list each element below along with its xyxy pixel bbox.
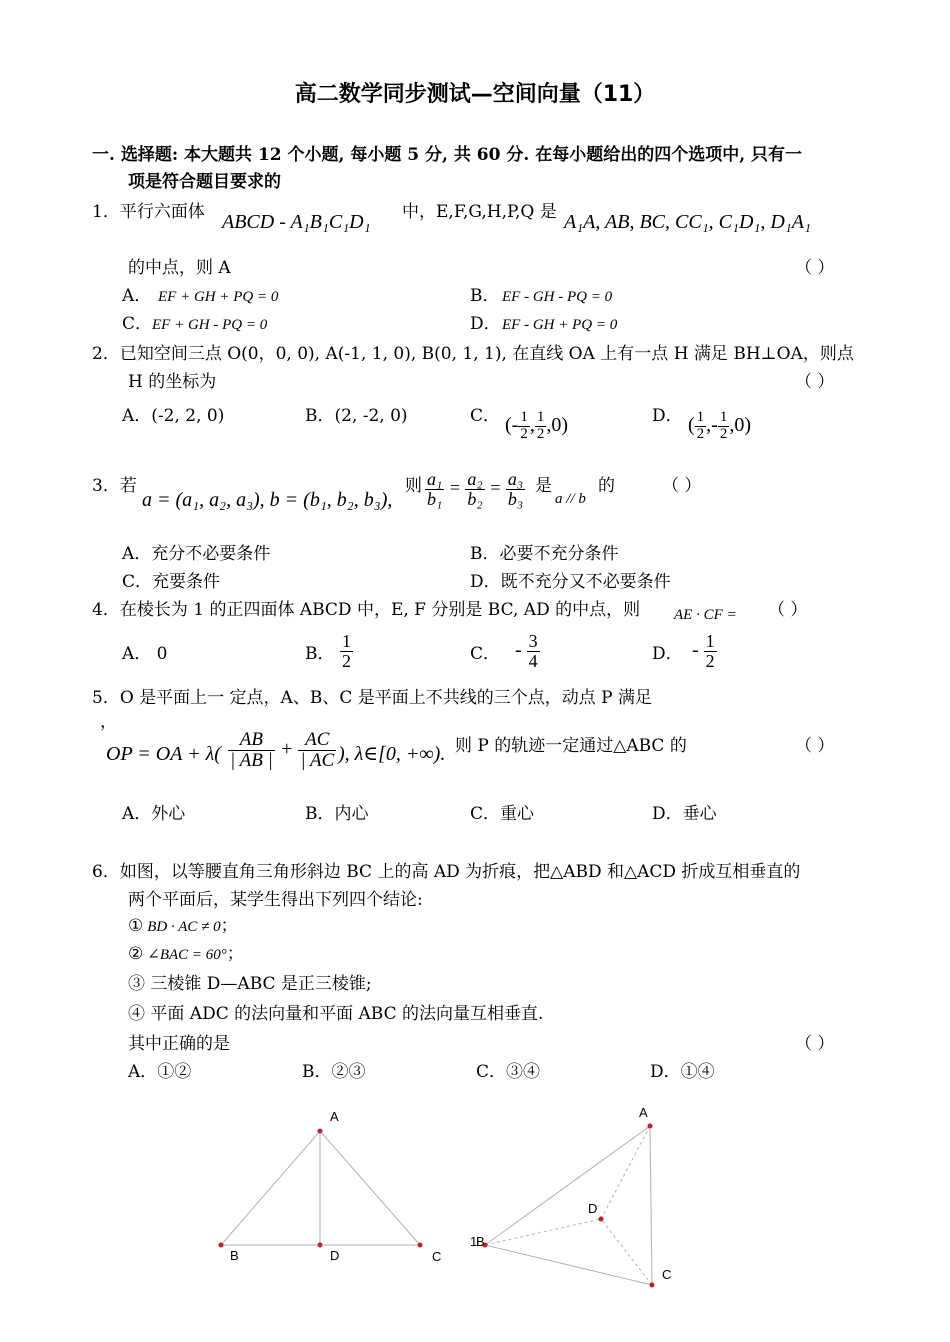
q3-parallel: a // b (555, 491, 586, 507)
label-D: D (330, 1248, 340, 1263)
q6-c1: ① BD · AC ≠ 0； (128, 916, 238, 936)
q4-optA: A． 0 (122, 644, 168, 664)
point-C (650, 1283, 655, 1288)
q5-optC: C．重心 (470, 804, 535, 824)
q1-optA: EF + GH + PQ = 0 (158, 289, 279, 305)
section-heading: 一. 选择题: 本大题共 12 个小题, 每小题 5 分, 共 60 分. 在每小题给出的四个选项中, 只有一 (92, 145, 803, 165)
q6-optD: D．①④ (650, 1062, 715, 1082)
point-D (318, 1243, 323, 1248)
q6-line2: 两个平面后，某学生得出下列四个结论: (128, 890, 423, 910)
q6-figures (0, 1095, 950, 1295)
q2-optD-math: ( $\frac{1}{2}$ ,- $\frac{1}{2}$ ,0) (688, 409, 752, 442)
q3-prefix: 3．若 (92, 476, 137, 496)
q2-line1: 2．已知空间三点 O(0，0, 0), A(-1, 1, 0), B(0, 1, 1), 在直线 OA 上有一点 H 满足 BH⊥OA，则点 (92, 344, 854, 364)
q4-optD-label: D． (652, 644, 683, 664)
q1-cont: 的中点，则 A (128, 258, 231, 278)
q4-optB-label: B． (305, 644, 335, 664)
q1-math2: A₁A, AB, BC, CC₁, C₁D₁, D₁A₁ (564, 211, 811, 233)
q2-optD-label: D． (652, 406, 683, 426)
q1-optA-label: A． (122, 286, 152, 306)
point-A (648, 1124, 653, 1129)
q1-math1: ABCD - A₁B₁C₁D₁ (222, 211, 371, 233)
point-C (418, 1243, 423, 1248)
q4-optC-math: - $\frac{3}{4}$ (515, 631, 538, 671)
q5-optA: A．外心 (122, 804, 186, 824)
q4-math: AE · CF = (674, 607, 737, 623)
figure-right-tetrahedron (470, 1105, 671, 1288)
q6-optC: C．③④ (476, 1062, 541, 1082)
q6-ask: 其中正确的是 (128, 1034, 230, 1054)
page-title: 高二数学同步测试—空间向量（11） (294, 82, 656, 107)
point-B (219, 1243, 224, 1248)
q1-optC-label: C． (122, 314, 153, 334)
q6-optA: A．①② (128, 1062, 192, 1082)
q1-prefix: 1．平行六面体 (92, 202, 205, 222)
q5-text: 则 P 的轨迹一定通过△ABC 的 (455, 736, 687, 756)
q4-line: 4．在棱长为 1 的正四面体 ABCD 中，E, F 分别是 BC, AD 的中点，则 (92, 600, 641, 620)
figure-left-triangle (219, 1109, 442, 1264)
q2-optA: A．(-2, 2, 0) (122, 406, 225, 426)
q6-c4: ④ 平面 ADC 的法向量和平面 ABC 的法向量互相垂直. (128, 1004, 544, 1024)
q1-optB-label: B． (470, 286, 500, 306)
label-A: A (639, 1105, 648, 1120)
label-C: C (662, 1267, 672, 1282)
q3-end2: 的 (598, 476, 615, 496)
q5-optD: D．垂心 (652, 804, 717, 824)
q5-answer-bracket: （ ） (795, 736, 835, 756)
label-B: B (476, 1234, 485, 1249)
q1-optD: EF - GH + PQ = 0 (502, 317, 618, 333)
q5-line2: ， (100, 712, 117, 732)
q1-answer-bracket: （ ） (795, 258, 835, 278)
q3-end: 是 (535, 476, 552, 496)
point-A (318, 1129, 323, 1134)
q5-line1: 5．O 是平面上一 定点，A、B、C 是平面上不共线的三个点，动点 P 满足 (92, 688, 652, 708)
q2-answer-bracket: （ ） (795, 372, 835, 392)
q2-line2: H 的坐标为 (128, 372, 217, 392)
q5-mathtail: ), λ∈[0, +∞). (338, 743, 446, 765)
q6-line1: 6．如图，以等腰直角三角形斜边 BC 上的高 AD 为折痕，把△ABD 和△ACD 折成互相垂直的 (92, 862, 801, 882)
label-B: B (230, 1248, 239, 1263)
q1-optD-label: D． (470, 314, 501, 334)
section-heading-cont: 项是符合题目要求的 (128, 172, 281, 192)
q1-optB: EF - GH - PQ = 0 (502, 289, 613, 305)
q4-answer-bracket: （ ） (768, 600, 808, 620)
label-C: C (432, 1249, 442, 1264)
q6-c3: ③ 三棱锥 D—ABC 是正三棱锥; (128, 974, 372, 994)
q5-mathlead: OP = OA + λ( (106, 743, 221, 765)
q5-frac1: $\frac{AB}{| AB |}$ + $\frac{AC}{| AC}$ (230, 729, 335, 771)
point-D (599, 1217, 604, 1222)
q4-optD-math: - $\frac{1}{2}$ (692, 631, 715, 671)
q6-answer-bracket: （ ） (795, 1034, 835, 1054)
q2-optC-math: (- $\frac{1}{2}$ , $\frac{1}{2}$ ,0) (505, 409, 568, 442)
q3-optB: B．必要不充分条件 (470, 544, 619, 564)
q3-optC: C．充要条件 (122, 572, 221, 592)
q1-optC: EF + GH - PQ = 0 (152, 317, 268, 333)
q5-optB: B．内心 (305, 804, 369, 824)
label-A: A (330, 1109, 339, 1124)
q1-mid: 中，E,F,G,H,P,Q 是 (402, 202, 557, 222)
q3-optA: A．充分不必要条件 (122, 544, 271, 564)
q4-optB-math: $\frac{1}{2}$ (342, 631, 351, 671)
q3-ratio: $\frac{\text{a₁}}{\text{b₁}}$ = $\frac{\text{a₂}}{\text{b₂}}$ = $\frac{\text{a₃}}{\text{b₃}}$ (427, 469, 524, 509)
label-stray: 1 (470, 1234, 478, 1249)
q6-optB: B．②③ (302, 1062, 366, 1082)
q3-optD: D．既不充分又不必要条件 (470, 572, 671, 592)
q6-c2: ② ∠BAC = 60°； (128, 944, 244, 964)
q3-mid: 则 (405, 476, 422, 496)
q3-answer-bracket: （ ） (662, 476, 702, 496)
q3-math: a = (a₁, a₂, a₃), b = (b₁, b₂, b₃), (142, 489, 393, 511)
label-D: D (588, 1201, 598, 1216)
q2-optC-label: C． (470, 406, 501, 426)
q2-optB: B．(2, -2, 0) (305, 406, 408, 426)
q4-optC-label: C． (470, 644, 501, 664)
